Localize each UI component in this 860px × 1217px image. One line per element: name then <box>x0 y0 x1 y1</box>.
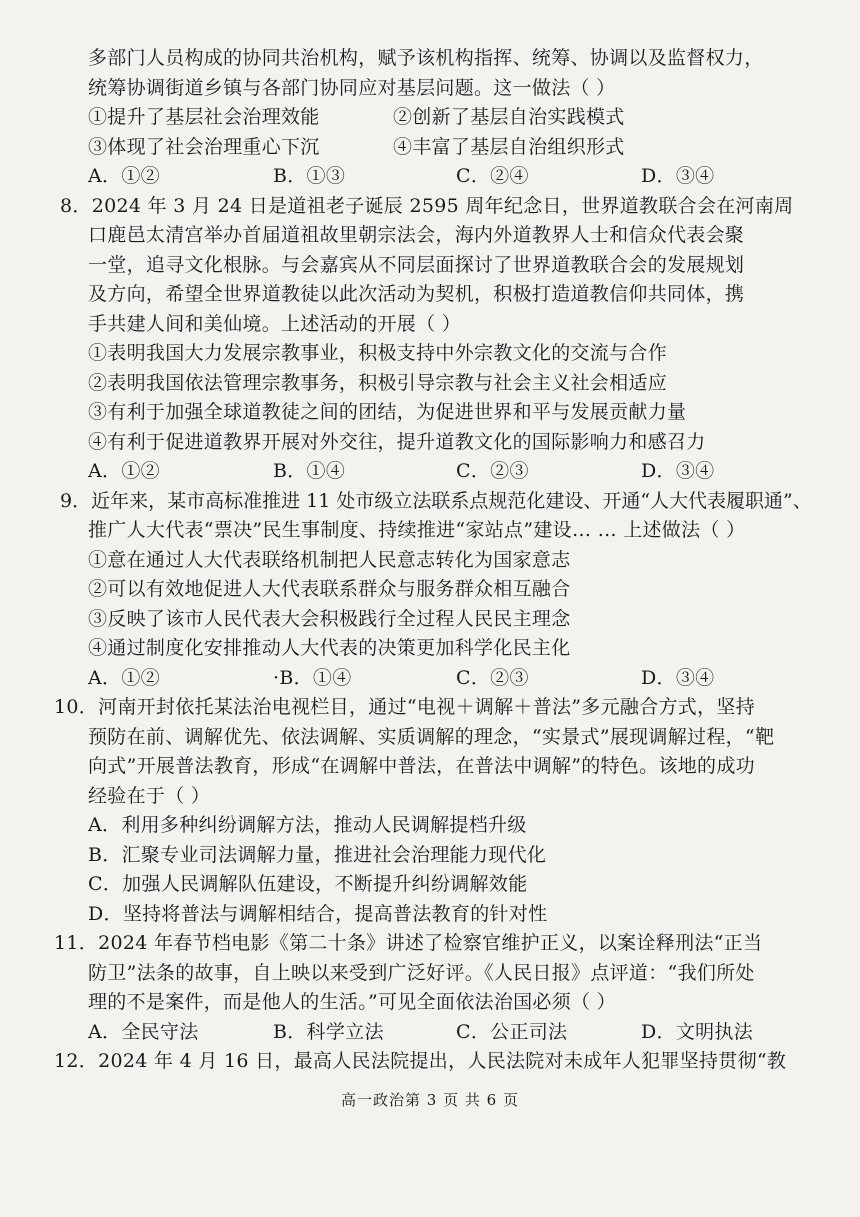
question-9 <box>60 487 820 694</box>
q9-item-4: ④通过制度化安排推动人大代表的决策更加科学化民主化 <box>88 637 571 659</box>
q9-item-2: ②可以有效地促进人大代表联系群众与服务群众相互融合 <box>88 578 571 600</box>
q9-choices <box>88 664 820 694</box>
q10-line-2: 预防在前、调解优先、依法调解、实质调解的理念，“实景式”展现调解过程，“靶 <box>88 725 775 748</box>
q8-line-3: 一堂，追寻文化根脉。与会嘉宾从不同层面探讨了世界道教联合会的发展规划 <box>88 253 745 276</box>
q8-line-1: 8．2024 年 3 月 24 日是道祖老子诞辰 2595 周年纪念日，世界道教联合会在河南周 <box>60 194 794 217</box>
q10-line-4: 经验在于（ ） <box>88 784 211 807</box>
q8-choice-a: A．①② <box>88 460 160 482</box>
question-12 <box>54 1047 820 1077</box>
q11-line-1: 11．2024 年春节档电影《第二十条》讲述了检察官维护正义，以案诠释刑法“正当 <box>54 932 763 954</box>
q8-choices <box>88 457 820 487</box>
q9-line-2: 推广人大代表“票决”民生事制度、持续推进“家站点”建设… … 上述做法（ ） <box>88 519 746 541</box>
q7-choice-b: B．①③ <box>273 165 346 187</box>
q9-choice-d: D．③④ <box>641 666 715 689</box>
q10-option-a: A．利用多种纠纷调解方法，推动人民调解提档升级 <box>88 814 527 836</box>
q9-item-1: ①意在通过人大代表联络机制把人民意志转化为国家意志 <box>88 548 571 571</box>
q7-choice-a: A．①② <box>88 165 160 187</box>
q7-items-row-2 <box>88 133 820 163</box>
q10-option-c: C．加强人民调解队伍建设，不断提升纠纷调解效能 <box>88 873 528 895</box>
q7-item-4: ④丰富了基层自治组织形式 <box>393 135 625 158</box>
q11-choice-a: A．全民守法 <box>88 1020 199 1043</box>
q9-choice-c: C．②③ <box>456 666 529 689</box>
q9-line-1: 9．近年来，某市高标准推进 11 处市级立法联系点规范化建设、开通“人大代表履职通”、 <box>60 489 812 512</box>
q8-choice-b: B．①④ <box>273 460 346 482</box>
q8-line-4: 及方向，希望全世界道教徒以此次活动为契机，积极打造道教信仰共同体，携 <box>88 283 745 305</box>
q7-choice-c: C．②④ <box>456 165 529 187</box>
q8-item-3: ③有利于加强全球道教徒之间的团结，为促进世界和平与发展贡献力量 <box>88 401 687 423</box>
q12-line-1: 12．2024 年 4 月 16 日，最高人民法院提出，人民法院对未成年人犯罪坚持贯彻“教 <box>54 1050 787 1072</box>
q8-choice-c: C．②③ <box>456 460 529 482</box>
q7-line-1: 多部门人员构成的协同共治机构，赋予该机构指挥、统筹、协调以及监督权力， <box>88 47 764 69</box>
q10-option-b: B．汇聚专业司法调解力量，推进社会治理能力现代化 <box>88 843 547 866</box>
q9-choice-a: A．①② <box>88 666 160 689</box>
q8-item-1: ①表明我国大力发展宗教事业，积极支持中外宗教文化的交流与合作 <box>88 342 668 364</box>
q7-items-row-1 <box>88 103 820 133</box>
q10-line-3: 向式”开展普法教育，形成“在调解中普法，在普法中调解”的特色。该地的成功 <box>88 755 755 777</box>
q8-choice-d: D．③④ <box>641 460 715 482</box>
q7-choices <box>88 162 820 192</box>
q7-item-1: ①提升了基层社会治理效能 <box>88 106 320 128</box>
q11-choice-b: B．科学立法 <box>273 1020 384 1043</box>
q10-option-d: D．坚持将普法与调解相结合，提高普法教育的针对性 <box>88 902 548 925</box>
q8-line-5: 手共建人间和美仙境。上述活动的开展（ ） <box>88 312 462 335</box>
q7-line-2: 统筹协调街道乡镇与各部门协同应对基层问题。这一做法（ ） <box>88 76 616 99</box>
q10-line-1: 10．河南开封依托某法治电视栏目，通过“电视＋调解＋普法”多元融合方式，坚持 <box>54 696 756 718</box>
q9-choice-b: ·B．①④ <box>273 666 352 689</box>
q8-item-2: ②表明我国依法管理宗教事务，积极引导宗教与社会主义社会相适应 <box>88 371 668 394</box>
q7-choice-d: D．③④ <box>641 165 715 187</box>
q8-item-4: ④有利于促进道教界开展对外交往，提升道教文化的国际影响力和感召力 <box>88 430 706 453</box>
q7-item-2: ②创新了基层自治实践模式 <box>393 106 625 128</box>
question-7 <box>88 44 820 192</box>
page-footer: 高一政治第 3 页 共 6 页 <box>341 1091 519 1109</box>
q7-item-3: ③体现了社会治理重心下沉 <box>88 135 320 158</box>
q11-line-3: 理的不是案件，而是他人的生活。”可见全面依法治国必须（ ） <box>88 991 616 1013</box>
q11-line-2: 防卫”法条的故事，自上映以来受到广泛好评。《人民日报》点评道：“我们所处 <box>88 961 755 984</box>
q11-choices <box>88 1018 820 1048</box>
question-11 <box>54 929 820 1047</box>
q11-choice-d: D．文明执法 <box>641 1020 754 1043</box>
question-10 <box>54 693 820 929</box>
q9-item-3: ③反映了该市人民代表大会积极践行全过程人民民主理念 <box>88 607 571 630</box>
question-8 <box>60 192 820 487</box>
q8-line-2: 口鹿邑太清宫举办首届道祖故里朝宗法会，海内外道教界人士和信众代表会聚 <box>88 224 745 246</box>
q11-choice-c: C．公正司法 <box>456 1020 568 1043</box>
